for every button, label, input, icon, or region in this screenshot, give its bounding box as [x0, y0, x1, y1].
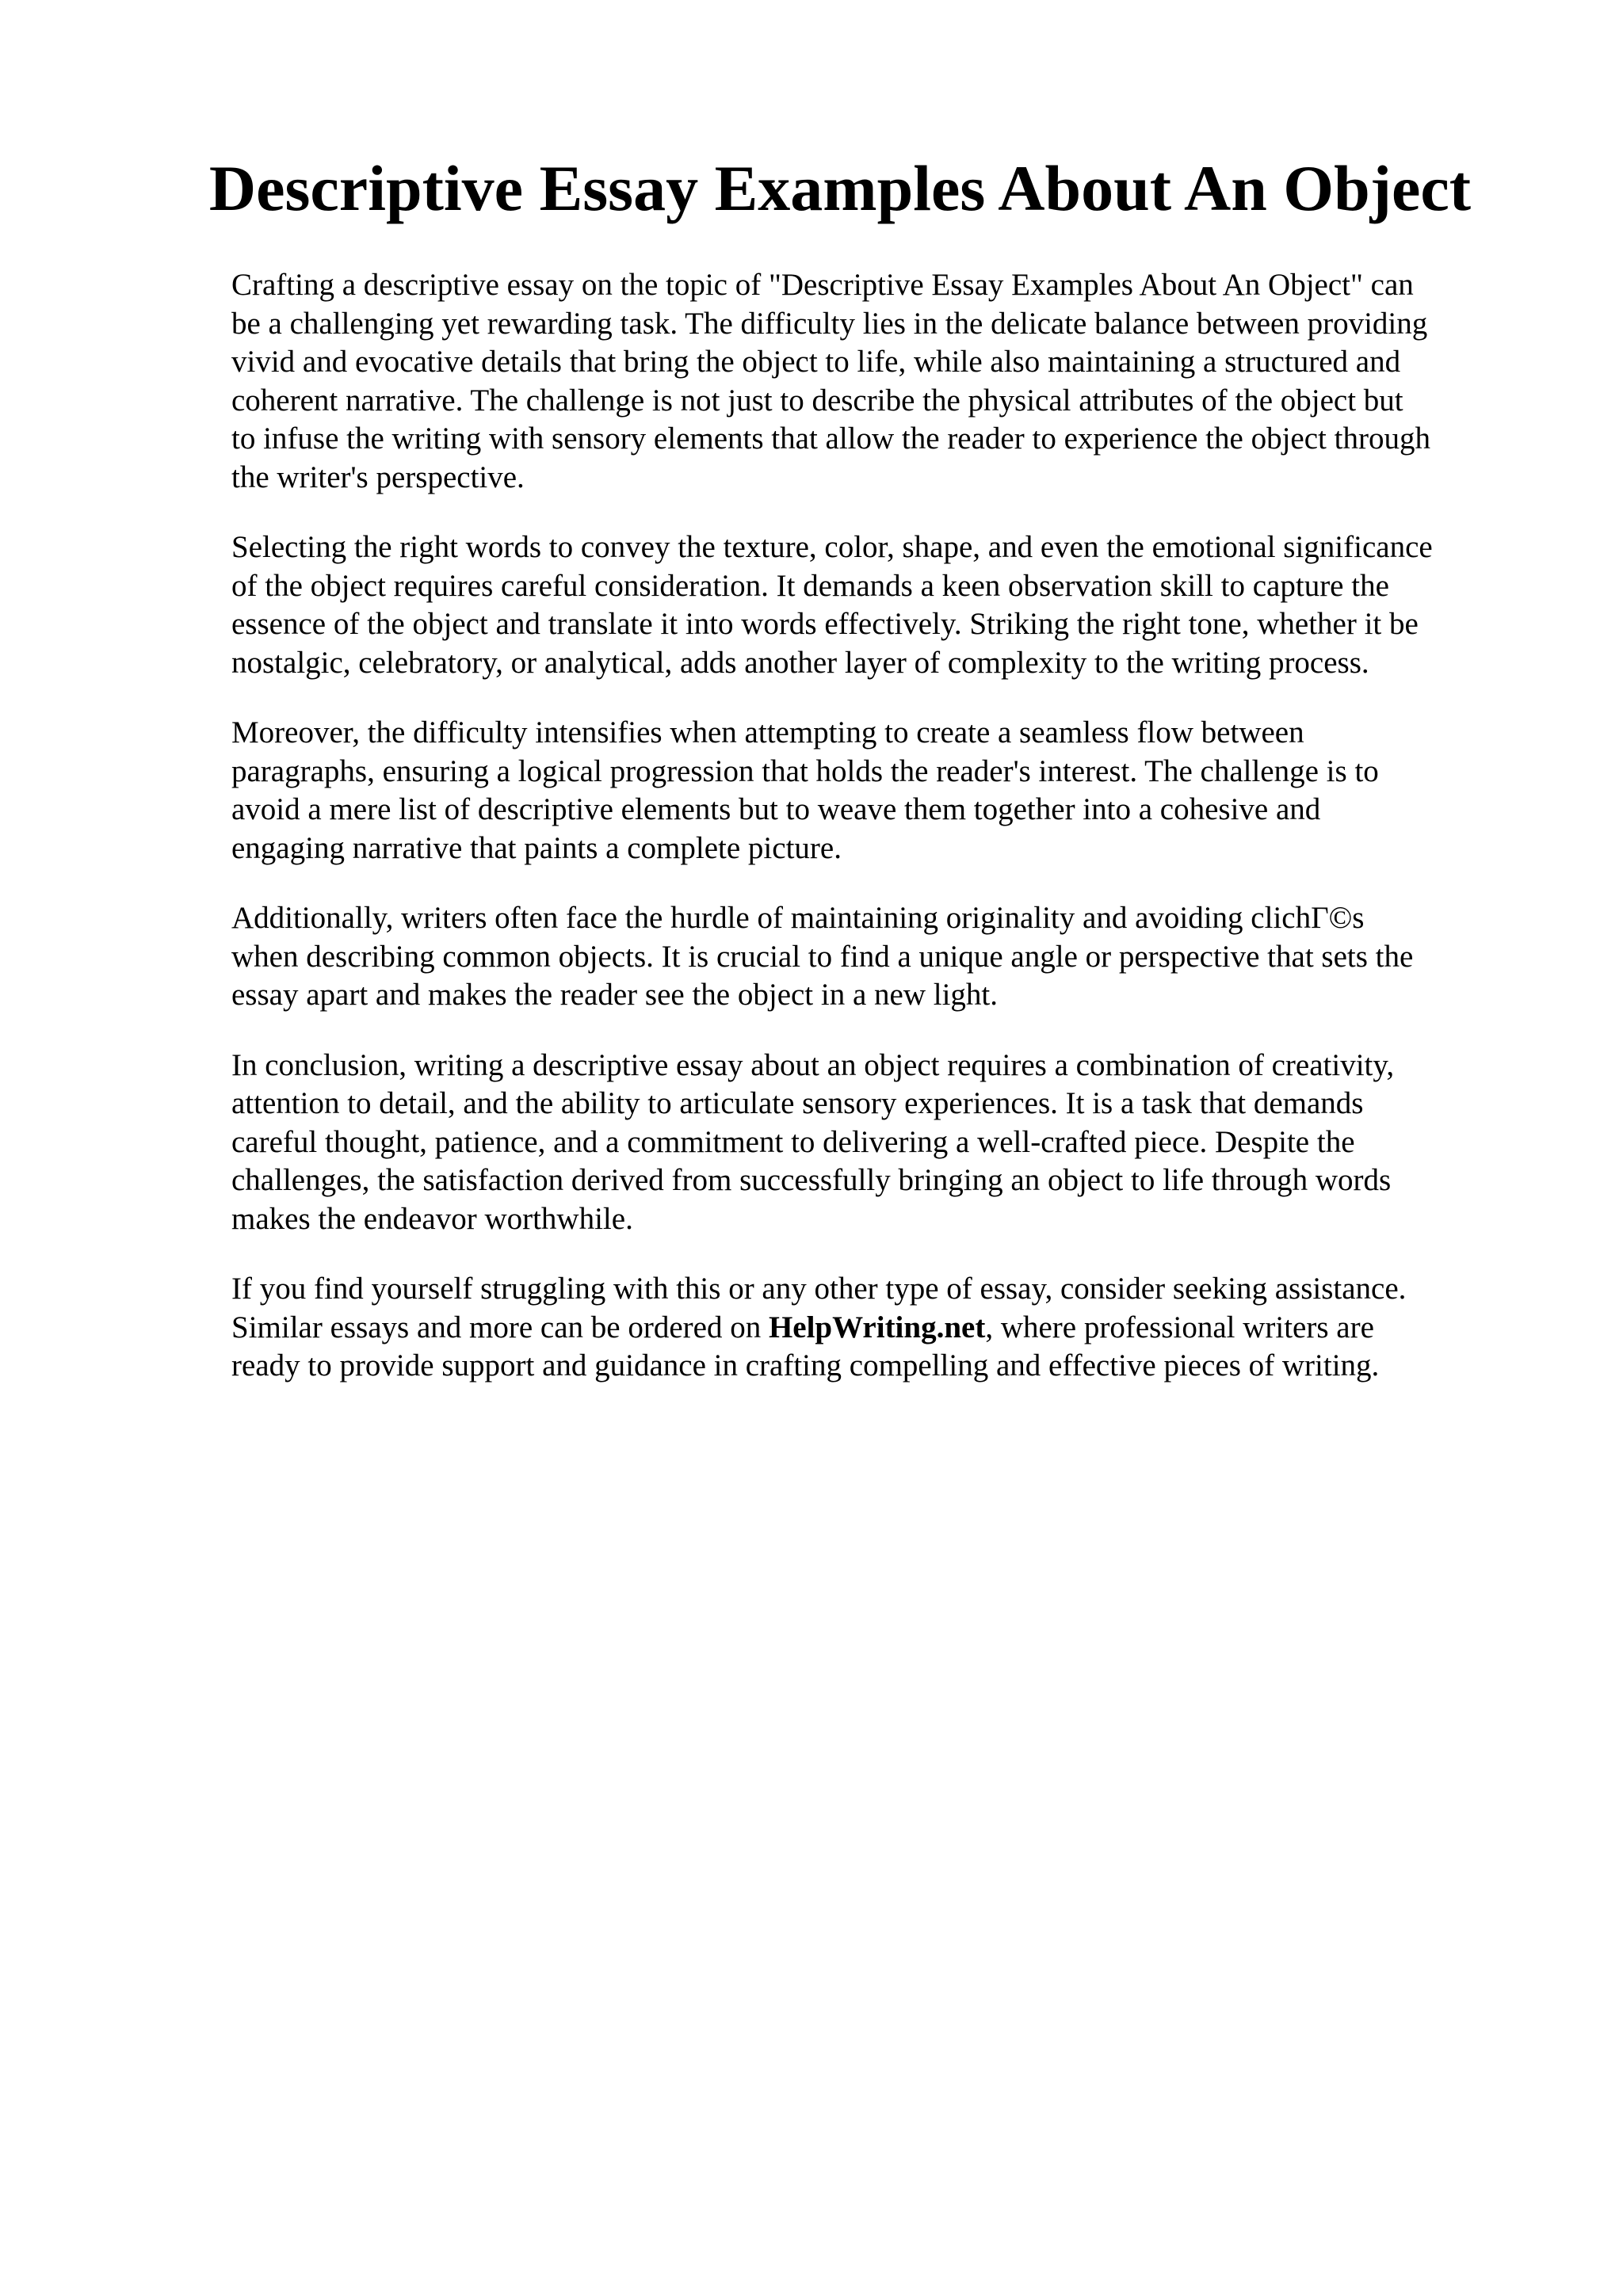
text-line: coherent narrative. The challenge is not just to describe the physical attributes of the object but	[231, 383, 1403, 418]
brand-name: HelpWriting.net	[768, 1310, 986, 1344]
text-line: avoid a mere list of descriptive elements but to weave them together into a cohesive and	[231, 792, 1321, 826]
text-line: In conclusion, writing a descriptive essay about an object requires a combination of creativity,	[231, 1047, 1395, 1082]
text-segment: Similar essays and more can be ordered on	[231, 1310, 769, 1344]
text-segment: , where professional writers are	[985, 1310, 1374, 1344]
text-line: Selecting the right words to convey the texture, color, shape, and even the emotional significance	[231, 530, 1433, 564]
text-line: be a challenging yet rewarding task. The difficulty lies in the delicate balance between providing	[231, 306, 1428, 341]
text-line: the writer's perspective.	[231, 460, 525, 494]
document-body	[231, 266, 1515, 1417]
paragraph-3	[231, 714, 1515, 868]
text-line: paragraphs, ensuring a logical progression that holds the reader's interest. The challenge is to	[231, 753, 1379, 788]
text-line	[231, 1309, 1515, 1348]
text-line: ready to provide support and guidance in crafting compelling and effective pieces of writing.	[231, 1348, 1380, 1383]
text-line: nostalgic, celebratory, or analytical, adds another layer of complexity to the writing process.	[231, 645, 1369, 680]
text-line: essence of the object and translate it into words effectively. Striking the right tone, whether it be	[231, 607, 1419, 641]
text-line: careful thought, patience, and a commitment to delivering a well-crafted piece. Despite the	[231, 1124, 1355, 1159]
text-line: to infuse the writing with sensory elements that allow the reader to experience the object through	[231, 421, 1430, 456]
text-line: vivid and evocative details that bring the object to life, while also maintaining a structured and	[231, 345, 1401, 379]
text-line: when describing common objects. It is crucial to find a unique angle or perspective that sets the	[231, 939, 1414, 974]
text-line: makes the endeavor worthwhile.	[231, 1201, 633, 1236]
paragraph-4	[231, 899, 1515, 1015]
paragraph-2	[231, 528, 1515, 682]
text-line: Additionally, writers often face the hurdle of maintaining originality and avoiding clichГ©s	[231, 901, 1365, 935]
text-line: Crafting a descriptive essay on the topic of "Descriptive Essay Examples About An Object" can	[231, 268, 1414, 302]
document-title: Descriptive Essay Examples About An Object	[208, 152, 1472, 224]
text-line: essay apart and makes the reader see the object in a new light.	[231, 978, 999, 1012]
paragraph-1	[231, 266, 1515, 497]
text-line: Moreover, the difficulty intensifies when attempting to create a seamless flow between	[231, 715, 1304, 749]
text-line: engaging narrative that paints a complete picture.	[231, 830, 842, 865]
text-line: of the object requires careful consideration. It demands a keen observation skill to capture the	[231, 568, 1389, 603]
paragraph-5	[231, 1047, 1515, 1239]
text-line: challenges, the satisfaction derived from successfully bringing an object to life through words	[231, 1163, 1392, 1197]
closing-paragraph	[231, 1270, 1515, 1386]
text-line: attention to detail, and the ability to articulate sensory experiences. It is a task that demands	[231, 1086, 1364, 1120]
text-line: If you find yourself struggling with this or any other type of essay, consider seeking assistance.	[231, 1272, 1407, 1306]
